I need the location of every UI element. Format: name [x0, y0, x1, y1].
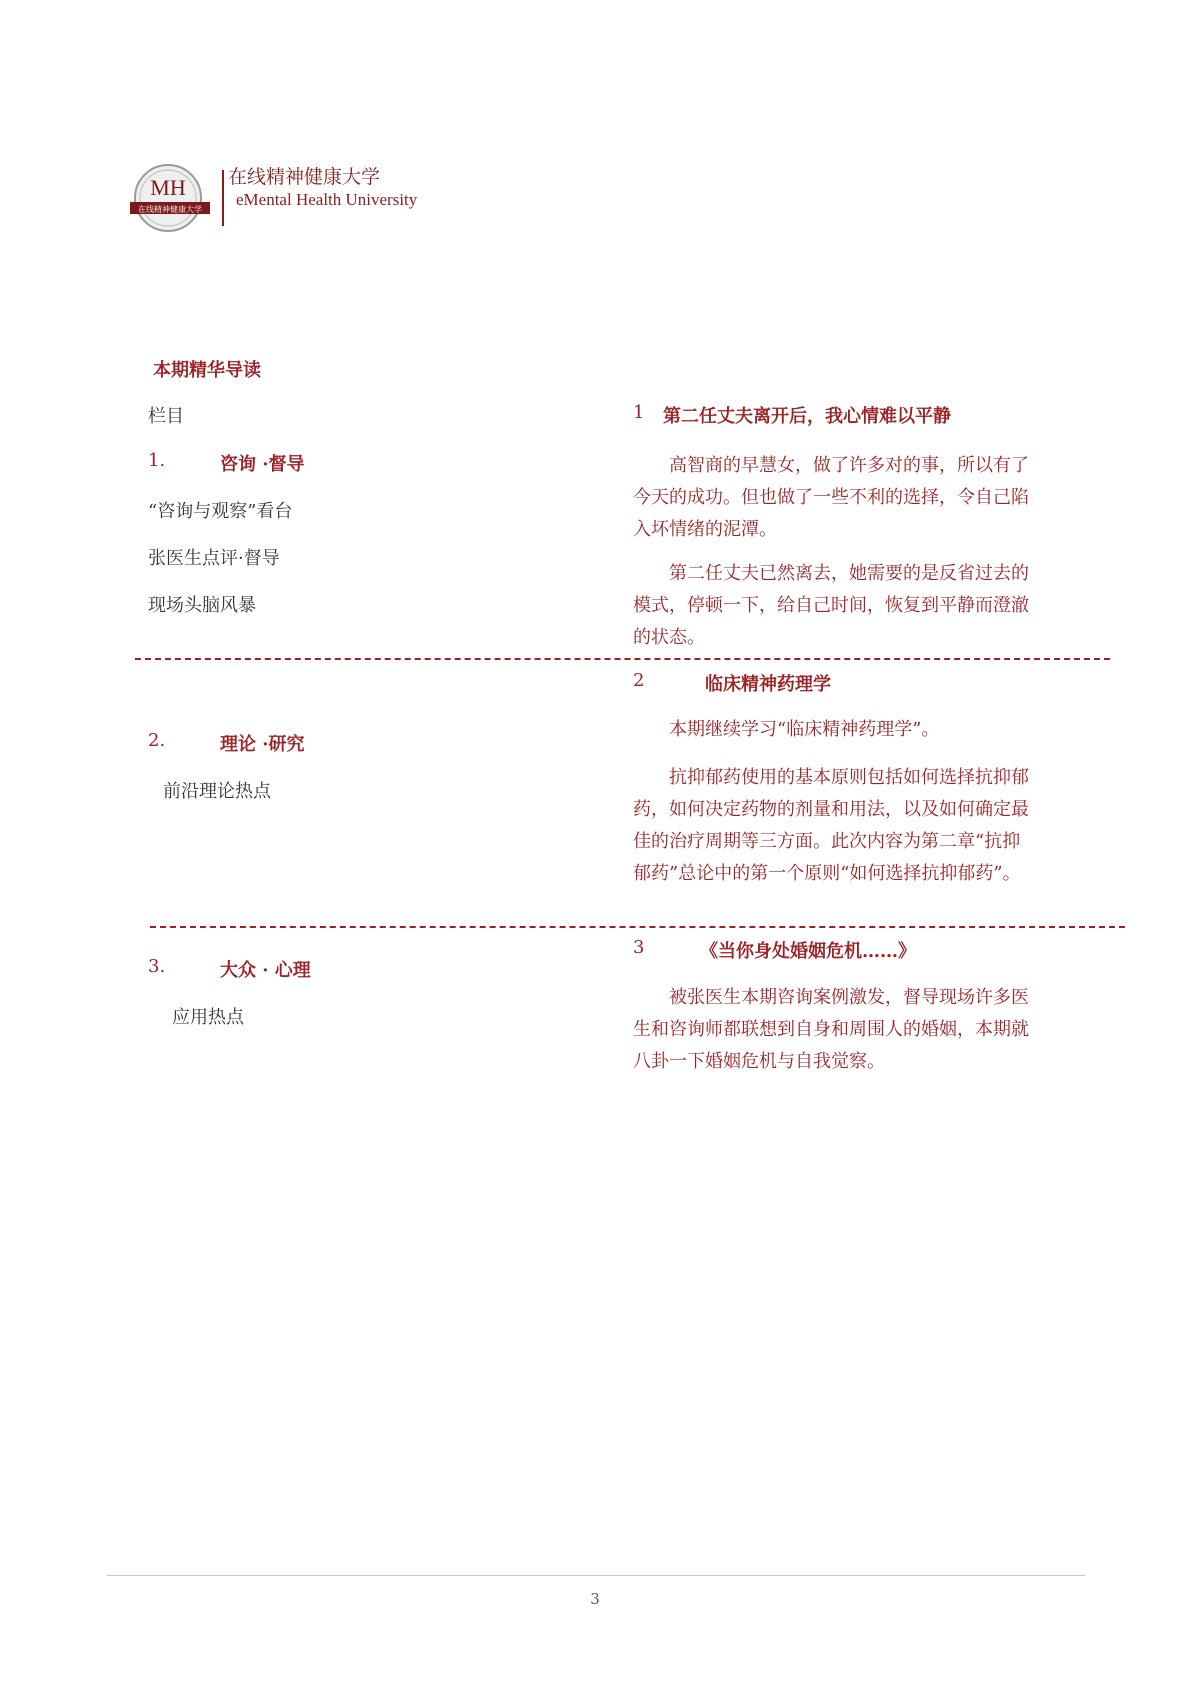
section-3-item[interactable]: 应用热点	[172, 1007, 244, 1028]
article-1-title[interactable]: 第二任丈夫离开后，我心情难以平静	[663, 406, 951, 427]
logo-mh-text: MH	[150, 175, 186, 200]
article-3-number: 3	[633, 937, 645, 958]
article-2-title[interactable]: 临床精神药理学	[705, 674, 831, 695]
article-1-paragraph: 高智商的早慧女，做了许多对的事，所以有了今天的成功。但也做了一些不利的选择，令自己陷入坏情绪的泥潭。	[633, 455, 1029, 540]
section-1-name[interactable]: 咨询 ·督导	[220, 454, 305, 475]
article-2-paragraph: 本期继续学习“临床精神药理学”。	[669, 719, 940, 740]
section-3-name[interactable]: 大众 · 心理	[220, 960, 311, 981]
section-divider	[135, 658, 1110, 660]
section-1-item[interactable]: “咨询与观察”看台	[148, 501, 293, 522]
university-logo	[130, 162, 210, 234]
footer-rule	[107, 1575, 1085, 1576]
section-1-number: 1.	[148, 450, 166, 471]
article-1-paragraph: 第二任丈夫已然离去，她需要的是反省过去的模式，停顿一下，给自己时间，恢复到平静而澄澈的状态。	[633, 563, 1029, 648]
section-2-number: 2.	[148, 730, 166, 751]
section-1-item[interactable]: 现场头脑风暴	[148, 595, 256, 616]
column-label: 栏目	[148, 406, 184, 427]
toc-title: 本期精华导读	[153, 360, 261, 381]
section-3-number: 3.	[148, 956, 166, 977]
article-2-paragraph: 抗抑郁药使用的基本原则包括如何选择抗抑郁药，如何决定药物的剂量和用法，以及如何确定最佳的治疗周期等三方面。此次内容为第二章“抗抑郁药”总论中的第一个原则“如何选择抗抑郁药”。	[633, 767, 1029, 884]
section-1-item[interactable]: 张医生点评·督导	[148, 548, 280, 569]
article-2-number: 2	[633, 670, 645, 691]
section-2-name[interactable]: 理论 ·研究	[220, 734, 305, 755]
brand-name-en: eMental Health University	[236, 190, 418, 209]
article-3-paragraph: 被张医生本期咨询案例激发，督导现场许多医生和咨询师都联想到自身和周围人的婚姻，本期就八卦一下婚姻危机与自我觉察。	[633, 987, 1029, 1072]
section-2-item[interactable]: 前沿理论热点	[163, 781, 271, 802]
article-1-number: 1	[633, 402, 645, 423]
page-number: 3	[590, 1590, 600, 1608]
logo-ribbon-text: 在线精神健康大学	[138, 205, 202, 214]
article-3-title[interactable]: 《当你身处婚姻危机……》	[700, 941, 916, 962]
brand-divider	[222, 170, 224, 226]
section-divider	[150, 926, 1125, 928]
brand-name-cn: 在线精神健康大学	[228, 166, 381, 188]
